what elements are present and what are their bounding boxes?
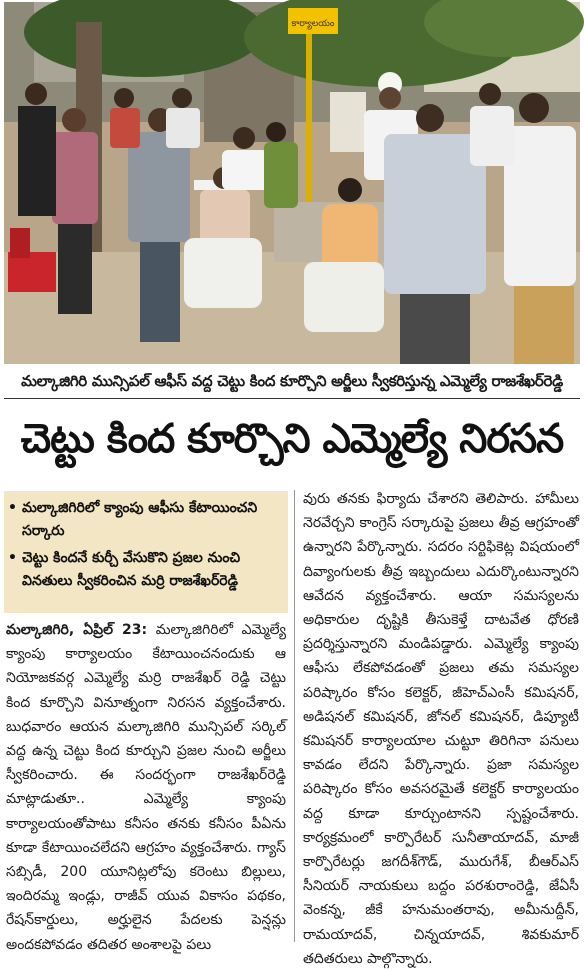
banner-label: కార్యాలయం [291, 19, 335, 29]
bullet-icon: • [8, 500, 17, 516]
highlight-text: చెట్టు కిందనే కుర్చీ వేసుకొని ప్రజల నుంచి వినతులు స్వీకరించిన మర్రి రాజశేఖర్‌రెడ్డి [22, 550, 241, 589]
highlights-box [4, 491, 288, 613]
article-text-right: వురు తనకు ఫిర్యాదు చేశారని తెలిపారు. హామీలు నెరవేర్చని కాంగ్రెస్ సర్కారుపై ప్రజలు తీవ్ర ఆగ్రహంతో ఉన్నారని పేర్కొన్నారు. సదరం సర్టిఫికెట్ల విషయంలో దివ్యాంగులకు తీవ్ర ఇబ్బందులు ఎదుర్కొంటున్నారని ఆవేదన వ్యక్తంచేశారు. ఆయా సమస్యలను అధికారుల దృష్టికి తీసుకెళ్తే దాటవేత ధోరణి ప్రదర్శిస్తున్నారని మండిపడ్డారు. ఎమ్మెల్యే క్యాంపు ఆఫీసు లేకపోవడంతో ప్రజలు తమ సమస్యల పరిష్కారం కోసం కలెక్టర్, జీహెచ్ఎంసీ కమిషనర్, అడిషనల్ కమిషనర్, జోనల్ కమిషనర్, డిప్యూటీ కమిషనర్ కార్యాలయాల చుట్టూ తిరిగినా పనులు కావడం లేదని పేర్కొన్నారు. ప్రజా సమస్యల పరిష్కారం కోసం అవసరమైతే కలెక్టర్ కార్యాలయం వద్ద కూడా కూర్చుంటానని స్పష్టంచేశారు. కార్యక్రమంలో కార్పొరేటర్ సునీతాయాదవ్, మాజీ కార్పొరేటర్లు జగదీశ్‌గౌడ్, మురుగేశ్, బీఆర్ఎస్ సీనియర్ నాయకులు బద్దం పరశురాంరెడ్డి, జేఏసీ వెంకన్న, జీకే హనుమంతరావు, అమీనుద్దీన్, రామయాదవ్, చిన్నయాదవ్, శివకుమార్ తదితరులు పాల్గొన్నారు. [303, 491, 579, 967]
article-text-left: మల్కాజిగిరిలో ఎమ్మెల్యే క్యాంపు కార్యాలయం కేటాయించనందుకు ఆ నియోజకవర్గ ఎమ్మెల్యే మర్రి రాజశేఖర్ రెడ్డి చెట్టు కింద కూర్చొని వినూత్నంగా నిరసన వ్యక్తంచేశారు. బుధవారం ఆయన మల్కాజిగిరి మున్సిపల్ సర్కిల్ వద్ద ఉన్న చెట్టు కింద కూర్చుని ప్రజల నుంచి అర్జీలు స్వీకరించారు. ఈ సందర్భంగా రాజశేఖర్‌రెడ్డి మాట్లాడుతూ.. ఎమ్మెల్యే క్యాంపు కార్యాలయంతోపాటు కనీసం తనకు కనీసం పీఏను కూడా కేటాయించలేదని ఆగ్రహం వ్యక్తంచేశారు. గ్యాస్ సబ్సిడీ, 200 యూనిట్లలోపు కరెంటు బిల్లులు, ఇందిరమ్మ ఇండ్లు, రాజీవ్ యువ వికాసం పథకం, రేషన్‌కార్డులు, అర్హులైన పేదలకు పెన్షన్లు అందకపోవడం తదితర అంశాలపై పలు [6, 622, 286, 953]
article-body-right [303, 487, 579, 967]
news-photo-illustration [4, 2, 580, 364]
photo-caption: మల్కాజిగిరి మున్సిపల్ ఆఫీస్ వద్ద చెట్టు కింద కూర్చొని అర్జీలు స్వీకరిస్తున్న ఎమ్మెల్యే రాజశేఖర్‌రెడ్డి [4, 368, 580, 399]
dateline: మల్కాజిగిరి, ఏప్రిల్ 23: [6, 622, 148, 638]
news-photo [4, 2, 580, 364]
highlight-item [8, 497, 282, 543]
highlight-item [8, 547, 282, 593]
headline: చెట్టు కింద కూర్చొని ఎమ్మెల్యే నిరసన [20, 416, 564, 462]
column-divider [294, 490, 295, 942]
bullet-icon: • [8, 550, 17, 566]
highlight-text: మల్కాజిగిరిలో క్యాంపు ఆఫీసు కేటాయించని సర్కారు [22, 500, 258, 539]
article-body-left [6, 618, 286, 953]
